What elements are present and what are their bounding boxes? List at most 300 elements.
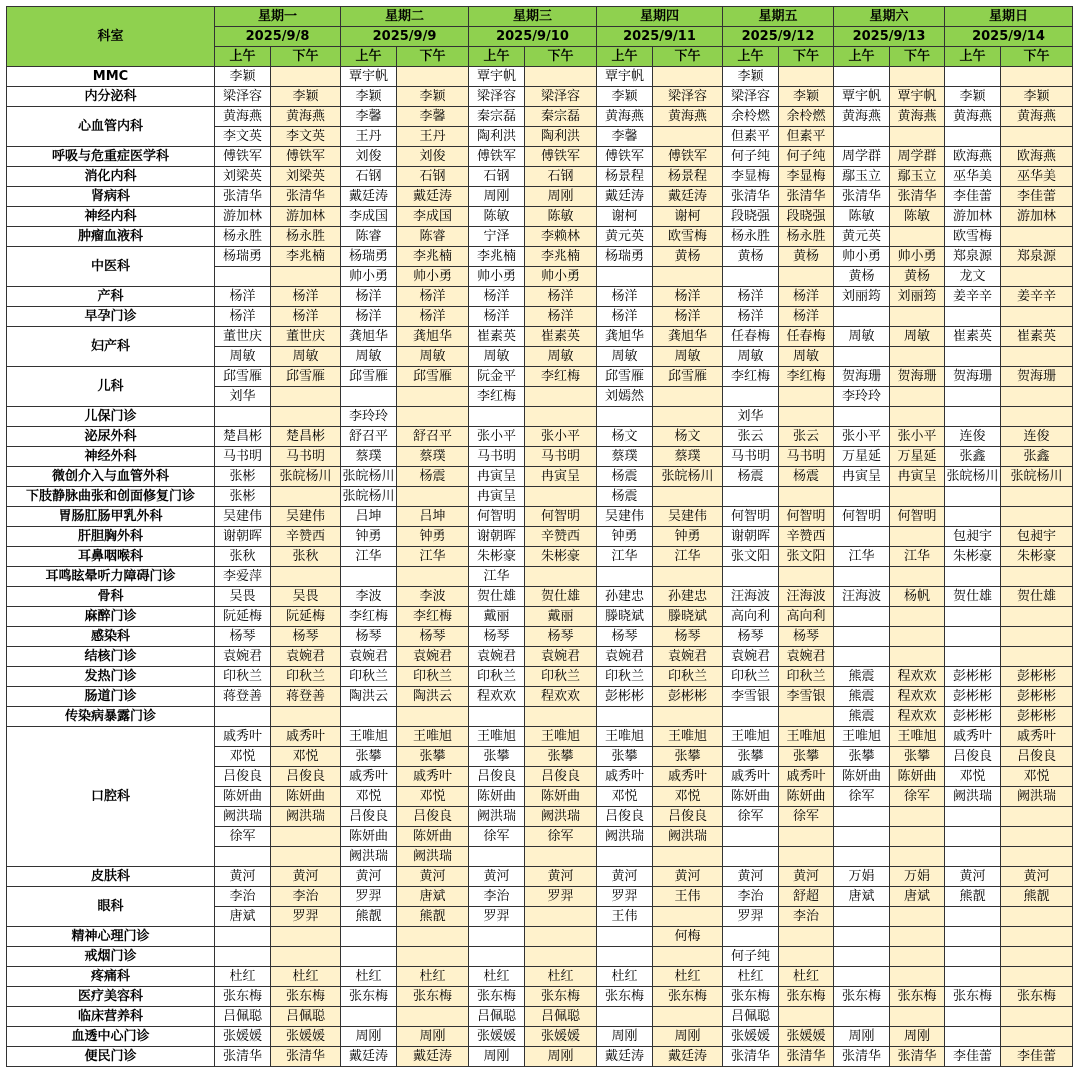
- pm-doctor-cell: [890, 647, 945, 667]
- pm-doctor-cell: 阙洪瑞: [653, 827, 723, 847]
- am-doctor-cell: 王唯旭: [341, 727, 397, 747]
- pm-doctor-cell: 戴廷涛: [397, 1047, 469, 1067]
- pm-doctor-cell: 王唯旭: [397, 727, 469, 747]
- am-doctor-cell: 杜红: [723, 967, 779, 987]
- table-row: [7, 367, 1073, 387]
- pm-doctor-cell: [890, 527, 945, 547]
- am-doctor-cell: 张云: [723, 427, 779, 447]
- am-doctor-cell: 李文英: [215, 127, 271, 147]
- am-doctor-cell: 江华: [469, 567, 525, 587]
- department-name: 肝胆胸外科: [7, 527, 215, 547]
- pm-doctor-cell: [271, 927, 341, 947]
- pm-doctor-cell: 杜红: [653, 967, 723, 987]
- am-doctor-cell: [341, 927, 397, 947]
- am-doctor-cell: [341, 1007, 397, 1027]
- am-doctor-cell: 杨琴: [723, 627, 779, 647]
- am-doctor-cell: 李成国: [341, 207, 397, 227]
- pm-doctor-cell: 杨洋: [779, 287, 834, 307]
- pm-doctor-cell: [779, 567, 834, 587]
- table-row: [7, 987, 1073, 1007]
- am-doctor-cell: 李玲玲: [834, 387, 890, 407]
- am-doctor-cell: 杨琴: [597, 627, 653, 647]
- am-doctor-cell: [945, 847, 1001, 867]
- am-doctor-cell: [469, 947, 525, 967]
- pm-doctor-cell: 印秋兰: [271, 667, 341, 687]
- pm-doctor-cell: 张媛媛: [271, 1027, 341, 1047]
- pm-doctor-cell: 张清华: [779, 1047, 834, 1067]
- pm-doctor-cell: 何智明: [890, 507, 945, 527]
- department-name: 精神心理门诊: [7, 927, 215, 947]
- pm-doctor-cell: [1001, 267, 1073, 287]
- pm-doctor-cell: [1001, 487, 1073, 507]
- pm-doctor-cell: 袁婉君: [779, 647, 834, 667]
- am-doctor-cell: 戚秀叶: [215, 727, 271, 747]
- pm-doctor-cell: 杜红: [271, 967, 341, 987]
- table-row: [7, 487, 1073, 507]
- am-doctor-cell: 滕晓斌: [597, 607, 653, 627]
- department-name: 麻醉门诊: [7, 607, 215, 627]
- am-doctor-cell: 龚旭华: [341, 327, 397, 347]
- pm-doctor-cell: [271, 567, 341, 587]
- pm-doctor-cell: 陈妍曲: [779, 787, 834, 807]
- pm-doctor-cell: [397, 1007, 469, 1027]
- am-doctor-cell: [834, 967, 890, 987]
- pm-doctor-cell: 吕俊良: [1001, 747, 1073, 767]
- am-doctor-cell: 袁婉君: [215, 647, 271, 667]
- pm-doctor-cell: [890, 847, 945, 867]
- department-name: 耳鼻咽喉科: [7, 547, 215, 567]
- pm-doctor-cell: [779, 947, 834, 967]
- am-doctor-cell: 吴畏: [215, 587, 271, 607]
- am-doctor-cell: 何智明: [834, 507, 890, 527]
- pm-header: 下午: [779, 47, 834, 67]
- am-doctor-cell: [834, 487, 890, 507]
- am-doctor-cell: 游加林: [215, 207, 271, 227]
- am-doctor-cell: [597, 707, 653, 727]
- pm-doctor-cell: 汪海波: [779, 587, 834, 607]
- pm-doctor-cell: 杜红: [397, 967, 469, 987]
- pm-doctor-cell: [1001, 127, 1073, 147]
- am-doctor-cell: [945, 647, 1001, 667]
- pm-doctor-cell: 罗羿: [271, 907, 341, 927]
- table-row: [7, 587, 1073, 607]
- department-name: 疼痛科: [7, 967, 215, 987]
- am-doctor-cell: 吴建伟: [597, 507, 653, 527]
- pm-header: 下午: [525, 47, 597, 67]
- pm-doctor-cell: 杨洋: [653, 287, 723, 307]
- pm-doctor-cell: 江华: [653, 547, 723, 567]
- pm-doctor-cell: 钟勇: [653, 527, 723, 547]
- department-name: 下肢静脉曲张和创面修复门诊: [7, 487, 215, 507]
- pm-doctor-cell: 楚昌彬: [271, 427, 341, 447]
- am-doctor-cell: 李颖: [723, 67, 779, 87]
- table-row: [7, 927, 1073, 947]
- pm-doctor-cell: [890, 307, 945, 327]
- pm-doctor-cell: 万星延: [890, 447, 945, 467]
- am-doctor-cell: 贺仕雄: [945, 587, 1001, 607]
- am-doctor-cell: 万星延: [834, 447, 890, 467]
- pm-doctor-cell: [1001, 807, 1073, 827]
- pm-doctor-cell: 游加林: [271, 207, 341, 227]
- pm-doctor-cell: 马书明: [271, 447, 341, 467]
- pm-doctor-cell: 马书明: [779, 447, 834, 467]
- pm-doctor-cell: [890, 127, 945, 147]
- department-name: 神经外科: [7, 447, 215, 467]
- pm-doctor-cell: 李佳蕾: [1001, 1047, 1073, 1067]
- am-doctor-cell: 袁婉君: [341, 647, 397, 667]
- table-row: [7, 227, 1073, 247]
- am-doctor-cell: 邓悦: [215, 747, 271, 767]
- am-doctor-cell: [597, 1007, 653, 1027]
- am-doctor-cell: 杜红: [469, 967, 525, 987]
- am-doctor-cell: 李颖: [597, 87, 653, 107]
- am-doctor-cell: 张小平: [469, 427, 525, 447]
- am-doctor-cell: 张攀: [723, 747, 779, 767]
- am-doctor-cell: [215, 927, 271, 947]
- am-doctor-cell: 张皖杨川: [945, 467, 1001, 487]
- am-doctor-cell: 李红梅: [723, 367, 779, 387]
- am-doctor-cell: 周敏: [723, 347, 779, 367]
- pm-doctor-cell: 程欢欢: [890, 687, 945, 707]
- pm-doctor-cell: 杜红: [525, 967, 597, 987]
- pm-doctor-cell: 张东梅: [1001, 987, 1073, 1007]
- pm-doctor-cell: 李红梅: [397, 607, 469, 627]
- pm-doctor-cell: 王唯旭: [525, 727, 597, 747]
- am-doctor-cell: [834, 567, 890, 587]
- pm-doctor-cell: [890, 827, 945, 847]
- pm-doctor-cell: 杨震: [397, 467, 469, 487]
- am-doctor-cell: [469, 847, 525, 867]
- pm-doctor-cell: [653, 487, 723, 507]
- table-row: [7, 107, 1073, 127]
- pm-doctor-cell: 刘梁英: [271, 167, 341, 187]
- pm-doctor-cell: 邓悦: [653, 787, 723, 807]
- am-doctor-cell: 张清华: [215, 187, 271, 207]
- pm-doctor-cell: 熊靓: [1001, 887, 1073, 907]
- pm-doctor-cell: 张攀: [653, 747, 723, 767]
- am-doctor-cell: 李佳蕾: [945, 1047, 1001, 1067]
- pm-doctor-cell: 邓悦: [271, 747, 341, 767]
- date-header: 2025/9/10: [469, 27, 597, 47]
- am-doctor-cell: 吕佩聪: [469, 1007, 525, 1027]
- am-doctor-cell: 周刚: [597, 1027, 653, 1047]
- table-row: [7, 467, 1073, 487]
- table-row: [7, 1007, 1073, 1027]
- pm-doctor-cell: 阮延梅: [271, 607, 341, 627]
- pm-doctor-cell: 周敏: [397, 347, 469, 367]
- pm-doctor-cell: 李文英: [271, 127, 341, 147]
- table-row: [7, 607, 1073, 627]
- am-doctor-cell: [597, 567, 653, 587]
- pm-doctor-cell: [779, 927, 834, 947]
- pm-doctor-cell: 蔡璞: [653, 447, 723, 467]
- am-doctor-cell: 徐军: [834, 787, 890, 807]
- am-doctor-cell: [723, 267, 779, 287]
- pm-doctor-cell: 程欢欢: [525, 687, 597, 707]
- department-name: 内分泌科: [7, 87, 215, 107]
- am-doctor-cell: 黄海燕: [834, 107, 890, 127]
- pm-doctor-cell: 戴廷涛: [397, 187, 469, 207]
- pm-doctor-cell: 张东梅: [397, 987, 469, 1007]
- am-doctor-cell: 印秋兰: [469, 667, 525, 687]
- am-doctor-cell: 鄢玉立: [834, 167, 890, 187]
- pm-doctor-cell: 何梅: [653, 927, 723, 947]
- pm-doctor-cell: 江华: [397, 547, 469, 567]
- pm-doctor-cell: [890, 927, 945, 947]
- pm-doctor-cell: [779, 267, 834, 287]
- pm-doctor-cell: 陈妍曲: [397, 827, 469, 847]
- am-doctor-cell: 张清华: [215, 1047, 271, 1067]
- am-doctor-cell: 李雪银: [723, 687, 779, 707]
- pm-doctor-cell: 印秋兰: [397, 667, 469, 687]
- am-doctor-cell: 崔素英: [945, 327, 1001, 347]
- pm-doctor-cell: 江华: [890, 547, 945, 567]
- am-doctor-cell: 帅小勇: [834, 247, 890, 267]
- pm-doctor-cell: 吕俊良: [653, 807, 723, 827]
- am-doctor-cell: 李显梅: [723, 167, 779, 187]
- pm-doctor-cell: [525, 387, 597, 407]
- weekday-header: 星期六: [834, 7, 945, 27]
- pm-doctor-cell: [397, 407, 469, 427]
- am-doctor-cell: [834, 647, 890, 667]
- am-doctor-cell: 但素平: [723, 127, 779, 147]
- am-doctor-cell: 张彬: [215, 487, 271, 507]
- am-doctor-cell: 张东梅: [723, 987, 779, 1007]
- am-doctor-cell: 包昶宇: [945, 527, 1001, 547]
- am-doctor-cell: 江华: [834, 547, 890, 567]
- am-doctor-cell: 周学群: [834, 147, 890, 167]
- pm-doctor-cell: 张皖杨川: [653, 467, 723, 487]
- am-doctor-cell: 汪海波: [834, 587, 890, 607]
- pm-doctor-cell: 何智明: [525, 507, 597, 527]
- am-doctor-cell: 黄海燕: [945, 107, 1001, 127]
- am-doctor-cell: 张攀: [834, 747, 890, 767]
- am-doctor-cell: 巫华美: [945, 167, 1001, 187]
- department-name: 消化内科: [7, 167, 215, 187]
- am-doctor-cell: 张东梅: [469, 987, 525, 1007]
- am-doctor-cell: 张攀: [469, 747, 525, 767]
- am-doctor-cell: 钟勇: [341, 527, 397, 547]
- am-doctor-cell: 黄河: [597, 867, 653, 887]
- pm-doctor-cell: 舒超: [779, 887, 834, 907]
- pm-doctor-cell: 杨琴: [653, 627, 723, 647]
- am-doctor-cell: 杨瑞勇: [341, 247, 397, 267]
- department-name: 微创介入与血管外科: [7, 467, 215, 487]
- date-header: 2025/9/12: [723, 27, 834, 47]
- pm-doctor-cell: 吕佩聪: [271, 1007, 341, 1027]
- pm-doctor-cell: [890, 67, 945, 87]
- table-row: [7, 147, 1073, 167]
- pm-doctor-cell: 印秋兰: [653, 667, 723, 687]
- am-doctor-cell: [834, 847, 890, 867]
- am-doctor-cell: 印秋兰: [597, 667, 653, 687]
- department-name: 心血管内科: [7, 107, 215, 147]
- am-doctor-cell: [945, 1007, 1001, 1027]
- pm-doctor-cell: [779, 1007, 834, 1027]
- am-doctor-cell: 覃宇帆: [597, 67, 653, 87]
- pm-doctor-cell: 李治: [271, 887, 341, 907]
- am-doctor-cell: 王丹: [341, 127, 397, 147]
- am-doctor-cell: 戚秀叶: [723, 767, 779, 787]
- pm-doctor-cell: 蔡璞: [397, 447, 469, 467]
- am-doctor-cell: 黄河: [945, 867, 1001, 887]
- pm-doctor-cell: [653, 67, 723, 87]
- am-doctor-cell: 黄杨: [834, 267, 890, 287]
- pm-doctor-cell: 周刚: [525, 187, 597, 207]
- am-doctor-cell: 余柃燃: [723, 107, 779, 127]
- table-row: [7, 727, 1073, 747]
- department-name: 神经内科: [7, 207, 215, 227]
- pm-doctor-cell: 陈妍曲: [890, 767, 945, 787]
- am-doctor-cell: [834, 827, 890, 847]
- pm-doctor-cell: 傅铁军: [653, 147, 723, 167]
- department-name: 中医科: [7, 247, 215, 287]
- pm-doctor-cell: 张东梅: [271, 987, 341, 1007]
- am-doctor-cell: 李馨: [597, 127, 653, 147]
- pm-doctor-cell: [525, 487, 597, 507]
- department-name: 传染病暴露门诊: [7, 707, 215, 727]
- am-doctor-cell: [945, 947, 1001, 967]
- pm-doctor-cell: [271, 67, 341, 87]
- department-name: 便民门诊: [7, 1047, 215, 1067]
- pm-doctor-cell: 彭彬彬: [653, 687, 723, 707]
- am-doctor-cell: 杨震: [597, 487, 653, 507]
- table-row: [7, 287, 1073, 307]
- pm-doctor-cell: 程欢欢: [890, 707, 945, 727]
- pm-doctor-cell: 彭彬彬: [1001, 667, 1073, 687]
- pm-doctor-cell: 帅小勇: [890, 247, 945, 267]
- am-doctor-cell: [945, 627, 1001, 647]
- pm-doctor-cell: [779, 827, 834, 847]
- department-name: 肠道门诊: [7, 687, 215, 707]
- am-doctor-cell: 阙洪瑞: [597, 827, 653, 847]
- am-doctor-cell: 马书明: [723, 447, 779, 467]
- pm-doctor-cell: 李兆楠: [397, 247, 469, 267]
- am-doctor-cell: 熊震: [834, 667, 890, 687]
- pm-doctor-cell: 戚秀叶: [271, 727, 341, 747]
- am-doctor-cell: 戚秀叶: [597, 767, 653, 787]
- pm-doctor-cell: 李雪银: [779, 687, 834, 707]
- am-doctor-cell: 阙洪瑞: [341, 847, 397, 867]
- pm-doctor-cell: 张皖杨川: [1001, 467, 1073, 487]
- table-row: [7, 307, 1073, 327]
- department-name: 感染科: [7, 627, 215, 647]
- am-doctor-cell: 张东梅: [215, 987, 271, 1007]
- department-name: 产科: [7, 287, 215, 307]
- pm-doctor-cell: 张东梅: [779, 987, 834, 1007]
- pm-doctor-cell: [653, 127, 723, 147]
- am-doctor-cell: 覃宇帆: [469, 67, 525, 87]
- am-doctor-cell: 黄海燕: [215, 107, 271, 127]
- table-row: [7, 947, 1073, 967]
- am-doctor-cell: [945, 807, 1001, 827]
- am-doctor-cell: 唐斌: [834, 887, 890, 907]
- pm-doctor-cell: 马书明: [525, 447, 597, 467]
- am-doctor-cell: [597, 947, 653, 967]
- pm-doctor-cell: 黄海燕: [890, 107, 945, 127]
- pm-doctor-cell: 周刚: [890, 1027, 945, 1047]
- date-header: 2025/9/9: [341, 27, 469, 47]
- pm-doctor-cell: 李佳蕾: [1001, 187, 1073, 207]
- department-name: 发热门诊: [7, 667, 215, 687]
- am-doctor-cell: 杨洋: [723, 287, 779, 307]
- am-doctor-cell: 段晓强: [723, 207, 779, 227]
- pm-doctor-cell: 李颖: [779, 87, 834, 107]
- am-doctor-cell: [215, 707, 271, 727]
- pm-doctor-cell: 鄢玉立: [890, 167, 945, 187]
- am-doctor-cell: 周刚: [469, 187, 525, 207]
- department-name: 肿瘤血液科: [7, 227, 215, 247]
- pm-doctor-cell: [890, 227, 945, 247]
- am-doctor-cell: 周敏: [597, 347, 653, 367]
- am-doctor-cell: 李玲玲: [341, 407, 397, 427]
- pm-doctor-cell: 戴廷涛: [653, 187, 723, 207]
- pm-doctor-cell: [1001, 607, 1073, 627]
- table-row: [7, 427, 1073, 447]
- table-row: [7, 247, 1073, 267]
- table-row: [7, 547, 1073, 567]
- table-row: [7, 867, 1073, 887]
- pm-doctor-cell: [890, 387, 945, 407]
- am-doctor-cell: 王唯旭: [469, 727, 525, 747]
- pm-doctor-cell: 黄海燕: [653, 107, 723, 127]
- am-doctor-cell: [215, 947, 271, 967]
- pm-doctor-cell: 陈睿: [397, 227, 469, 247]
- pm-doctor-cell: 欧海燕: [1001, 147, 1073, 167]
- pm-doctor-cell: [525, 707, 597, 727]
- am-doctor-cell: 汪海波: [723, 587, 779, 607]
- pm-doctor-cell: [397, 387, 469, 407]
- am-doctor-cell: 戴廷涛: [597, 187, 653, 207]
- am-doctor-cell: 江华: [597, 547, 653, 567]
- pm-doctor-cell: 段晓强: [779, 207, 834, 227]
- pm-doctor-cell: 徐军: [890, 787, 945, 807]
- am-doctor-cell: 熊靓: [341, 907, 397, 927]
- department-name: 戒烟门诊: [7, 947, 215, 967]
- am-doctor-cell: 张清华: [723, 187, 779, 207]
- am-doctor-cell: 张媛媛: [469, 1027, 525, 1047]
- pm-doctor-cell: 李成国: [397, 207, 469, 227]
- department-name: 口腔科: [7, 727, 215, 867]
- am-doctor-cell: 戴廷涛: [341, 187, 397, 207]
- pm-doctor-cell: [397, 487, 469, 507]
- pm-doctor-cell: [525, 947, 597, 967]
- am-doctor-cell: 游加林: [945, 207, 1001, 227]
- pm-doctor-cell: 秦宗磊: [525, 107, 597, 127]
- pm-doctor-cell: 钟勇: [397, 527, 469, 547]
- pm-doctor-cell: 邓悦: [1001, 767, 1073, 787]
- pm-doctor-cell: 杜红: [779, 967, 834, 987]
- pm-doctor-cell: [271, 387, 341, 407]
- pm-doctor-cell: [890, 487, 945, 507]
- am-header: 上午: [341, 47, 397, 67]
- pm-doctor-cell: 阙洪瑞: [525, 807, 597, 827]
- pm-doctor-cell: 李赖林: [525, 227, 597, 247]
- am-doctor-cell: [723, 827, 779, 847]
- pm-doctor-cell: 李波: [397, 587, 469, 607]
- am-doctor-cell: 程欢欢: [469, 687, 525, 707]
- pm-doctor-cell: 崔素英: [1001, 327, 1073, 347]
- am-doctor-cell: [723, 567, 779, 587]
- pm-doctor-cell: 戚秀叶: [653, 767, 723, 787]
- am-doctor-cell: 刘梁英: [215, 167, 271, 187]
- pm-doctor-cell: [525, 407, 597, 427]
- pm-doctor-cell: 周敏: [271, 347, 341, 367]
- am-doctor-cell: 罗羿: [723, 907, 779, 927]
- pm-doctor-cell: 李颖: [271, 87, 341, 107]
- am-doctor-cell: 彭彬彬: [597, 687, 653, 707]
- pm-doctor-cell: 张攀: [397, 747, 469, 767]
